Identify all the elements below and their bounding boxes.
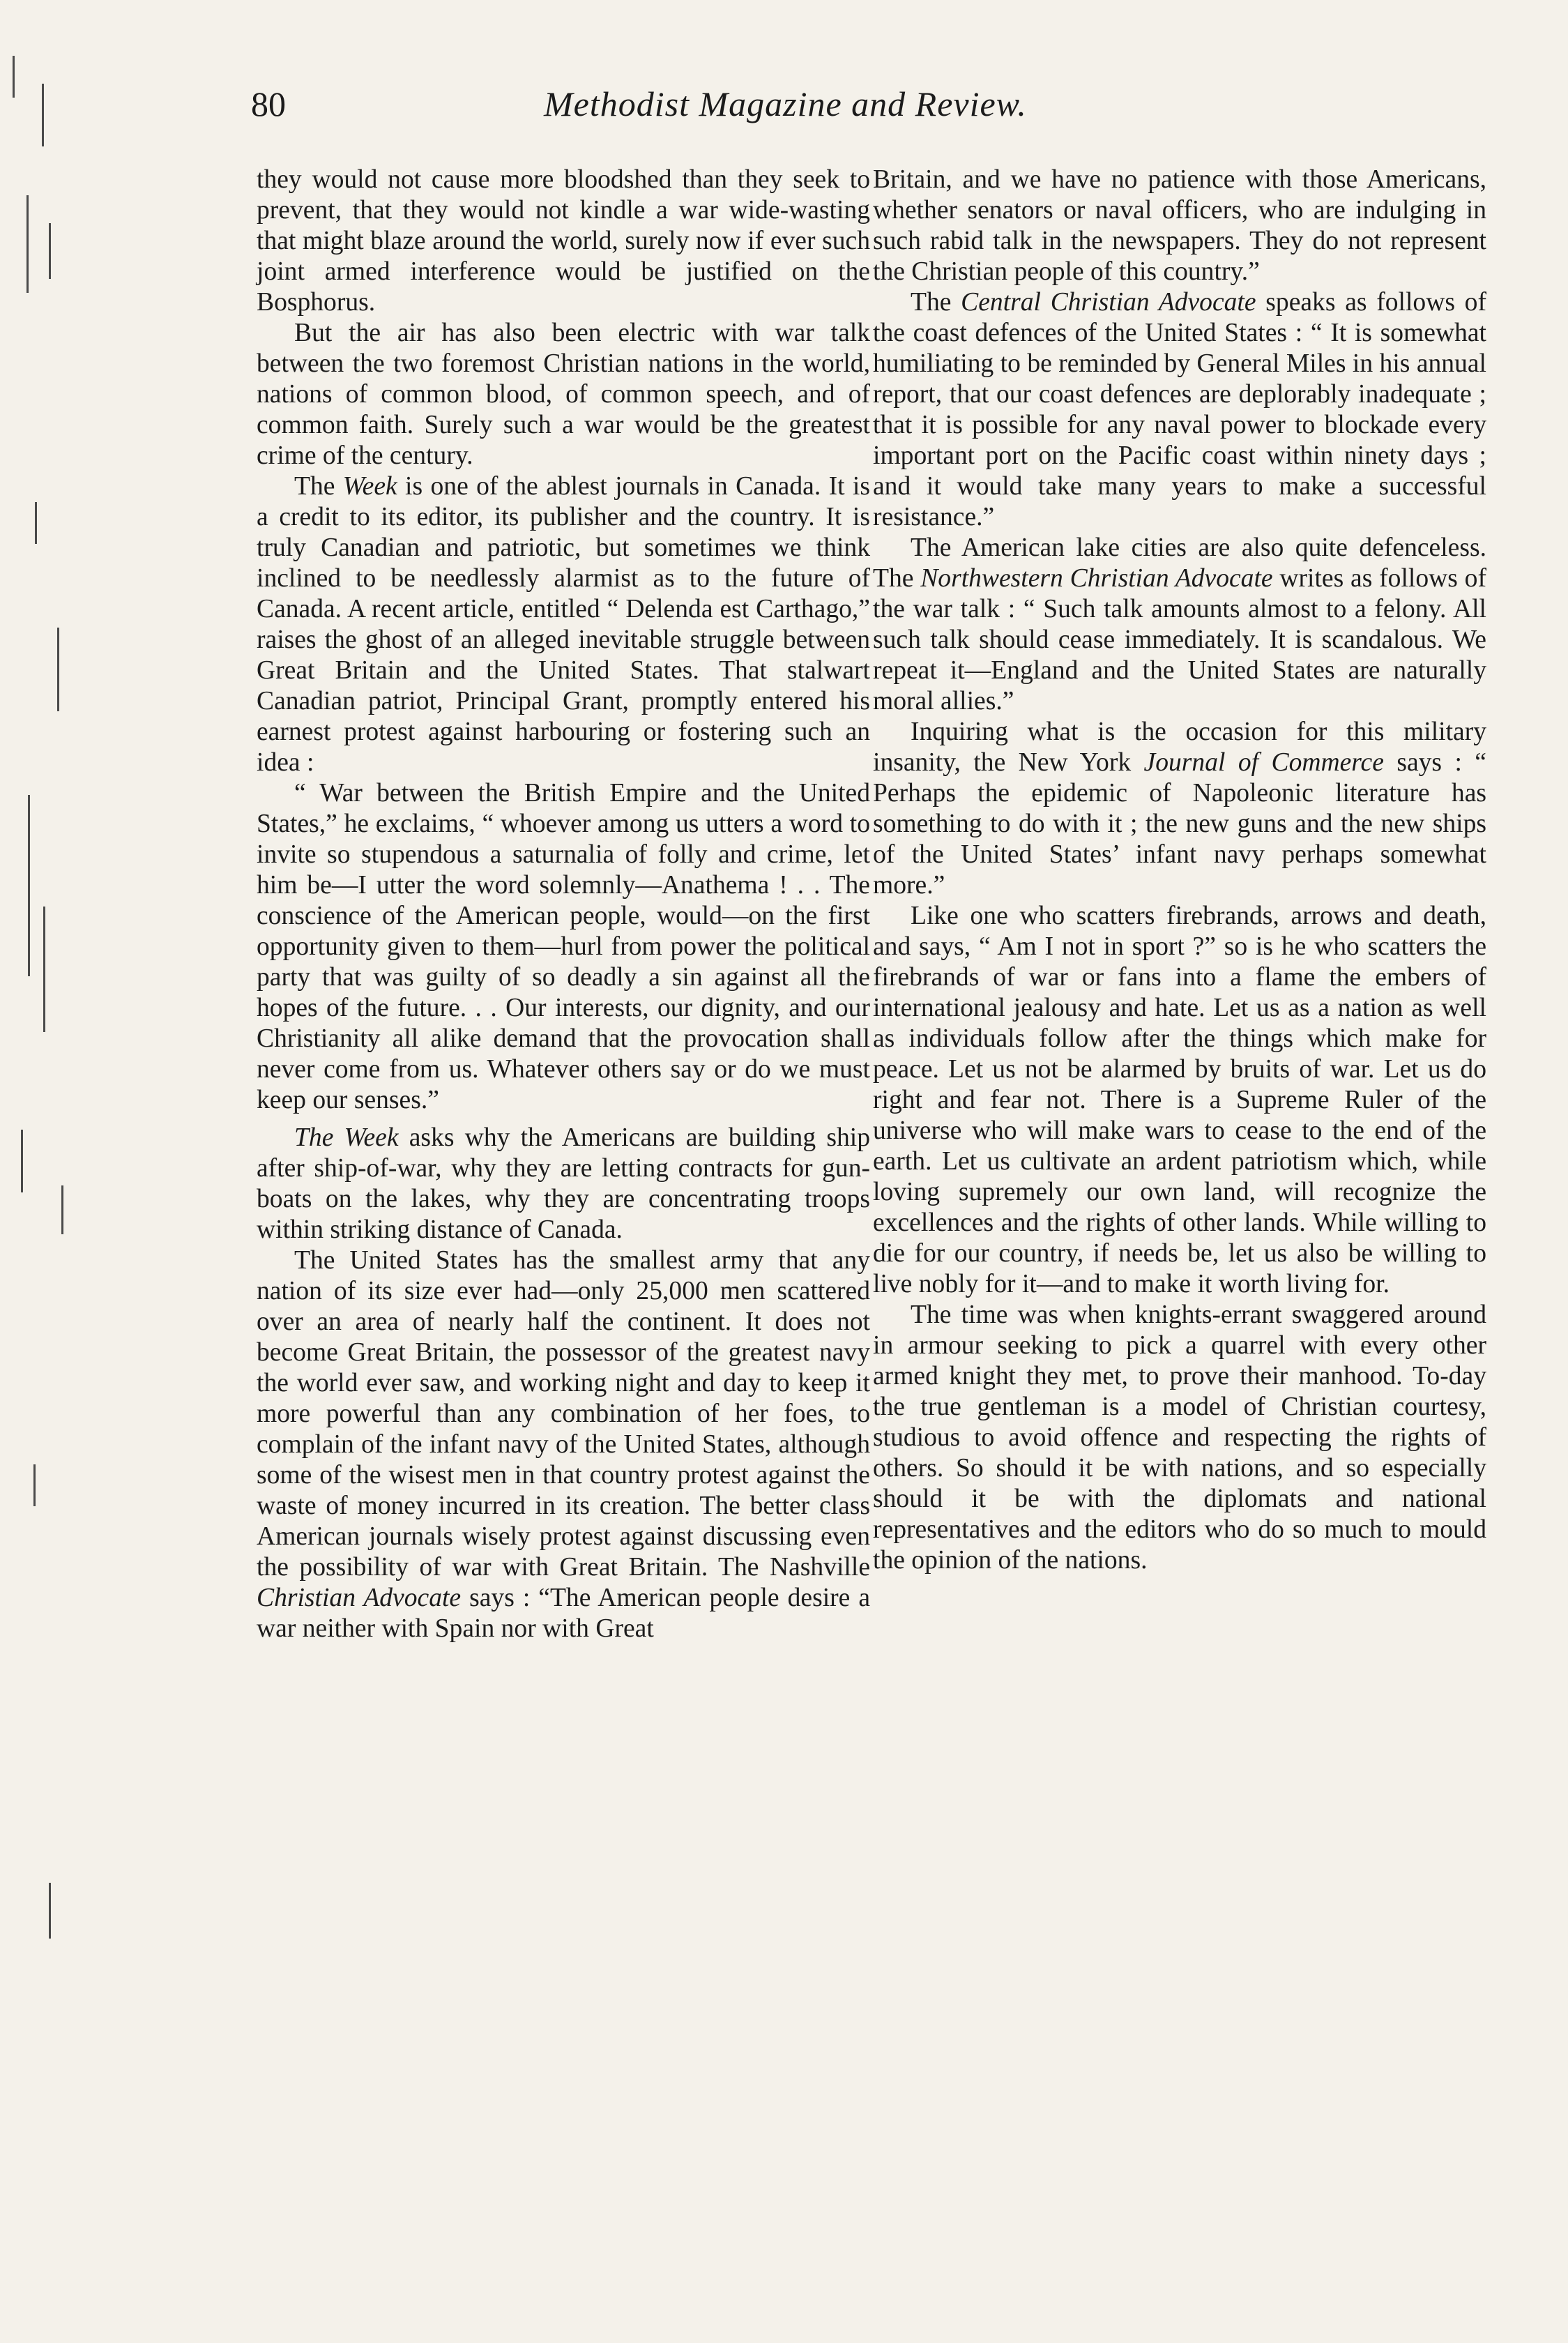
scan-margin-marks [0,0,84,2343]
paragraph: The American lake cities are also quite defenceless. The Northwestern Christian Advocate writes as follows of the war talk : “ Such talk amounts almost to a felony. All such talk should cease immediately. It is scandalous. We repeat it—England and the United States are naturally moral allies.” [873,533,1486,715]
paragraph: they would not cause more bloodshed than they seek to prevent, that they would not kindle a war wide-wasting that might blaze around the world, surely now if ever such joint armed interference would be justified on the Bosphorus. [257,165,870,317]
left-column [257,165,870,1644]
paragraph: The time was when knights-errant swaggered around in armour seeking to pick a quarrel with every other armed knight they met, to prove their manhood. To-day the true gentleman is a model of Christian courtesy, studious to avoid offence and respecting the rights of others. So should it be with nations, and so especially should it be with the diplomats and national representatives and the editors who do so much to mould the opinion of the nations. [873,1301,1486,1575]
publication-title: The Week [294,1123,399,1152]
paragraph: Inquiring what is the occasion for this military insanity, the New York Journal of Commerce says : “ Perhaps the epidemic of Napoleonic literature has something to do with it ; the new guns and the new ships of the United States’ infant navy perhaps somewhat more.” [873,718,1486,900]
paragraph: The Central Christian Advocate speaks as follows of the coast defences of the United States : “ It is somewhat humiliating to be reminded by General Miles in his annual report, that our coast defences are deplorably inadequate ; that it is possible for any naval power to blockade every important port on the Pacific coast within ninety days ; and it would take many years to make a successful resistance.” [873,288,1486,531]
publication-title: Central Christian Advocate [961,288,1256,317]
publication-title: Week [342,472,397,501]
publication-title: Northwestern Christian Advocate [920,564,1273,593]
running-title: Methodist Magazine and Review. [544,84,1027,123]
paragraph: The Week is one of the ablest journals in Canada. It is a credit to its editor, its publisher and the country. It is truly Canadian and patriotic, but sometimes we think inclined to be needlessly alarmist as to the future of Canada. A recent article, entitled “ Delenda est Carthago,” raises the ghost of an alleged inevitable struggle between Great Britain and the United States. That stalwart Canadian patriot, Principal Grant, promptly entered his earnest protest against harbouring or fostering such an idea : [257,472,870,777]
paragraph: The United States has the smallest army that any nation of its size ever had—only 25,000 men scattered over an area of nearly half the continent. It does not become Great Britain, the possessor of the greatest navy the world ever saw, and working night and day to keep it more powerful than any combination of her foes, to complain of the infant navy of the United States, although some of the wisest men in that country protest against the waste of money incurred in its creation. The better class American journals wisely protest against discussing even the possibility of war with Great Britain. The Nashville Christian Advocate says : “The American people desire a war neither with Spain nor with Great [257,1246,870,1643]
right-column [873,165,1486,1576]
publication-title: Christian Advocate [257,1584,462,1612]
quotation-paragraph: “ War between the British Empire and the United States,” he exclaims, “ whoever among us utters a word to invite so stupendous a saturnalia of folly and crime, let him be—I utter the word solemnly—Anathema ! . . The conscience of the American people, would—on the first opportunity given to them—hurl from power the political party that was guilty of so deadly a sin against all the hopes of the future. . . Our interests, our dignity, and our Christianity all alike demand that the provocation shall never come from us. Whatever others say or do we must keep our senses.” [257,779,870,1114]
paragraph: Like one who scatters firebrands, arrows and death, and says, “ Am I not in sport ?” so is he who scatters the firebrands of war or fans into a flame the embers of international jealousy and hate. Let us as a nation as well as individuals follow after the things which make for peace. Let us not be alarmed by bruits of war. Let us do right and fear not. There is a Supreme Ruler of the universe who will make wars to cease to the end of the earth. Let us cultivate an ardent patriotism which, while loving supremely our own land, will recognize the excellences and the rights of other lands. While willing to die for our country, if needs be, let us also be willing to live nobly for it—and to make it worth living for. [873,902,1486,1298]
paragraph: The Week asks why the Americans are building ship after ship-of-war, why they are letting contracts for gun-boats on the lakes, why they are concentrating troops within striking distance of Canada. [257,1123,870,1244]
paragraph: But the air has also been electric with war talk between the two foremost Christian nations in the world, nations of common blood, of common speech, and of common faith. Surely such a war would be the greatest crime of the century. [257,319,870,470]
page-number: 80 [251,84,286,123]
publication-title: Journal of Commerce [1143,748,1384,777]
page-header [251,84,1478,139]
paragraph: Britain, and we have no patience with those Americans, whether senators or naval officers, who are indulging in such rabid talk in the newspapers. They do not represent the Christian people of this country.” [873,165,1486,286]
